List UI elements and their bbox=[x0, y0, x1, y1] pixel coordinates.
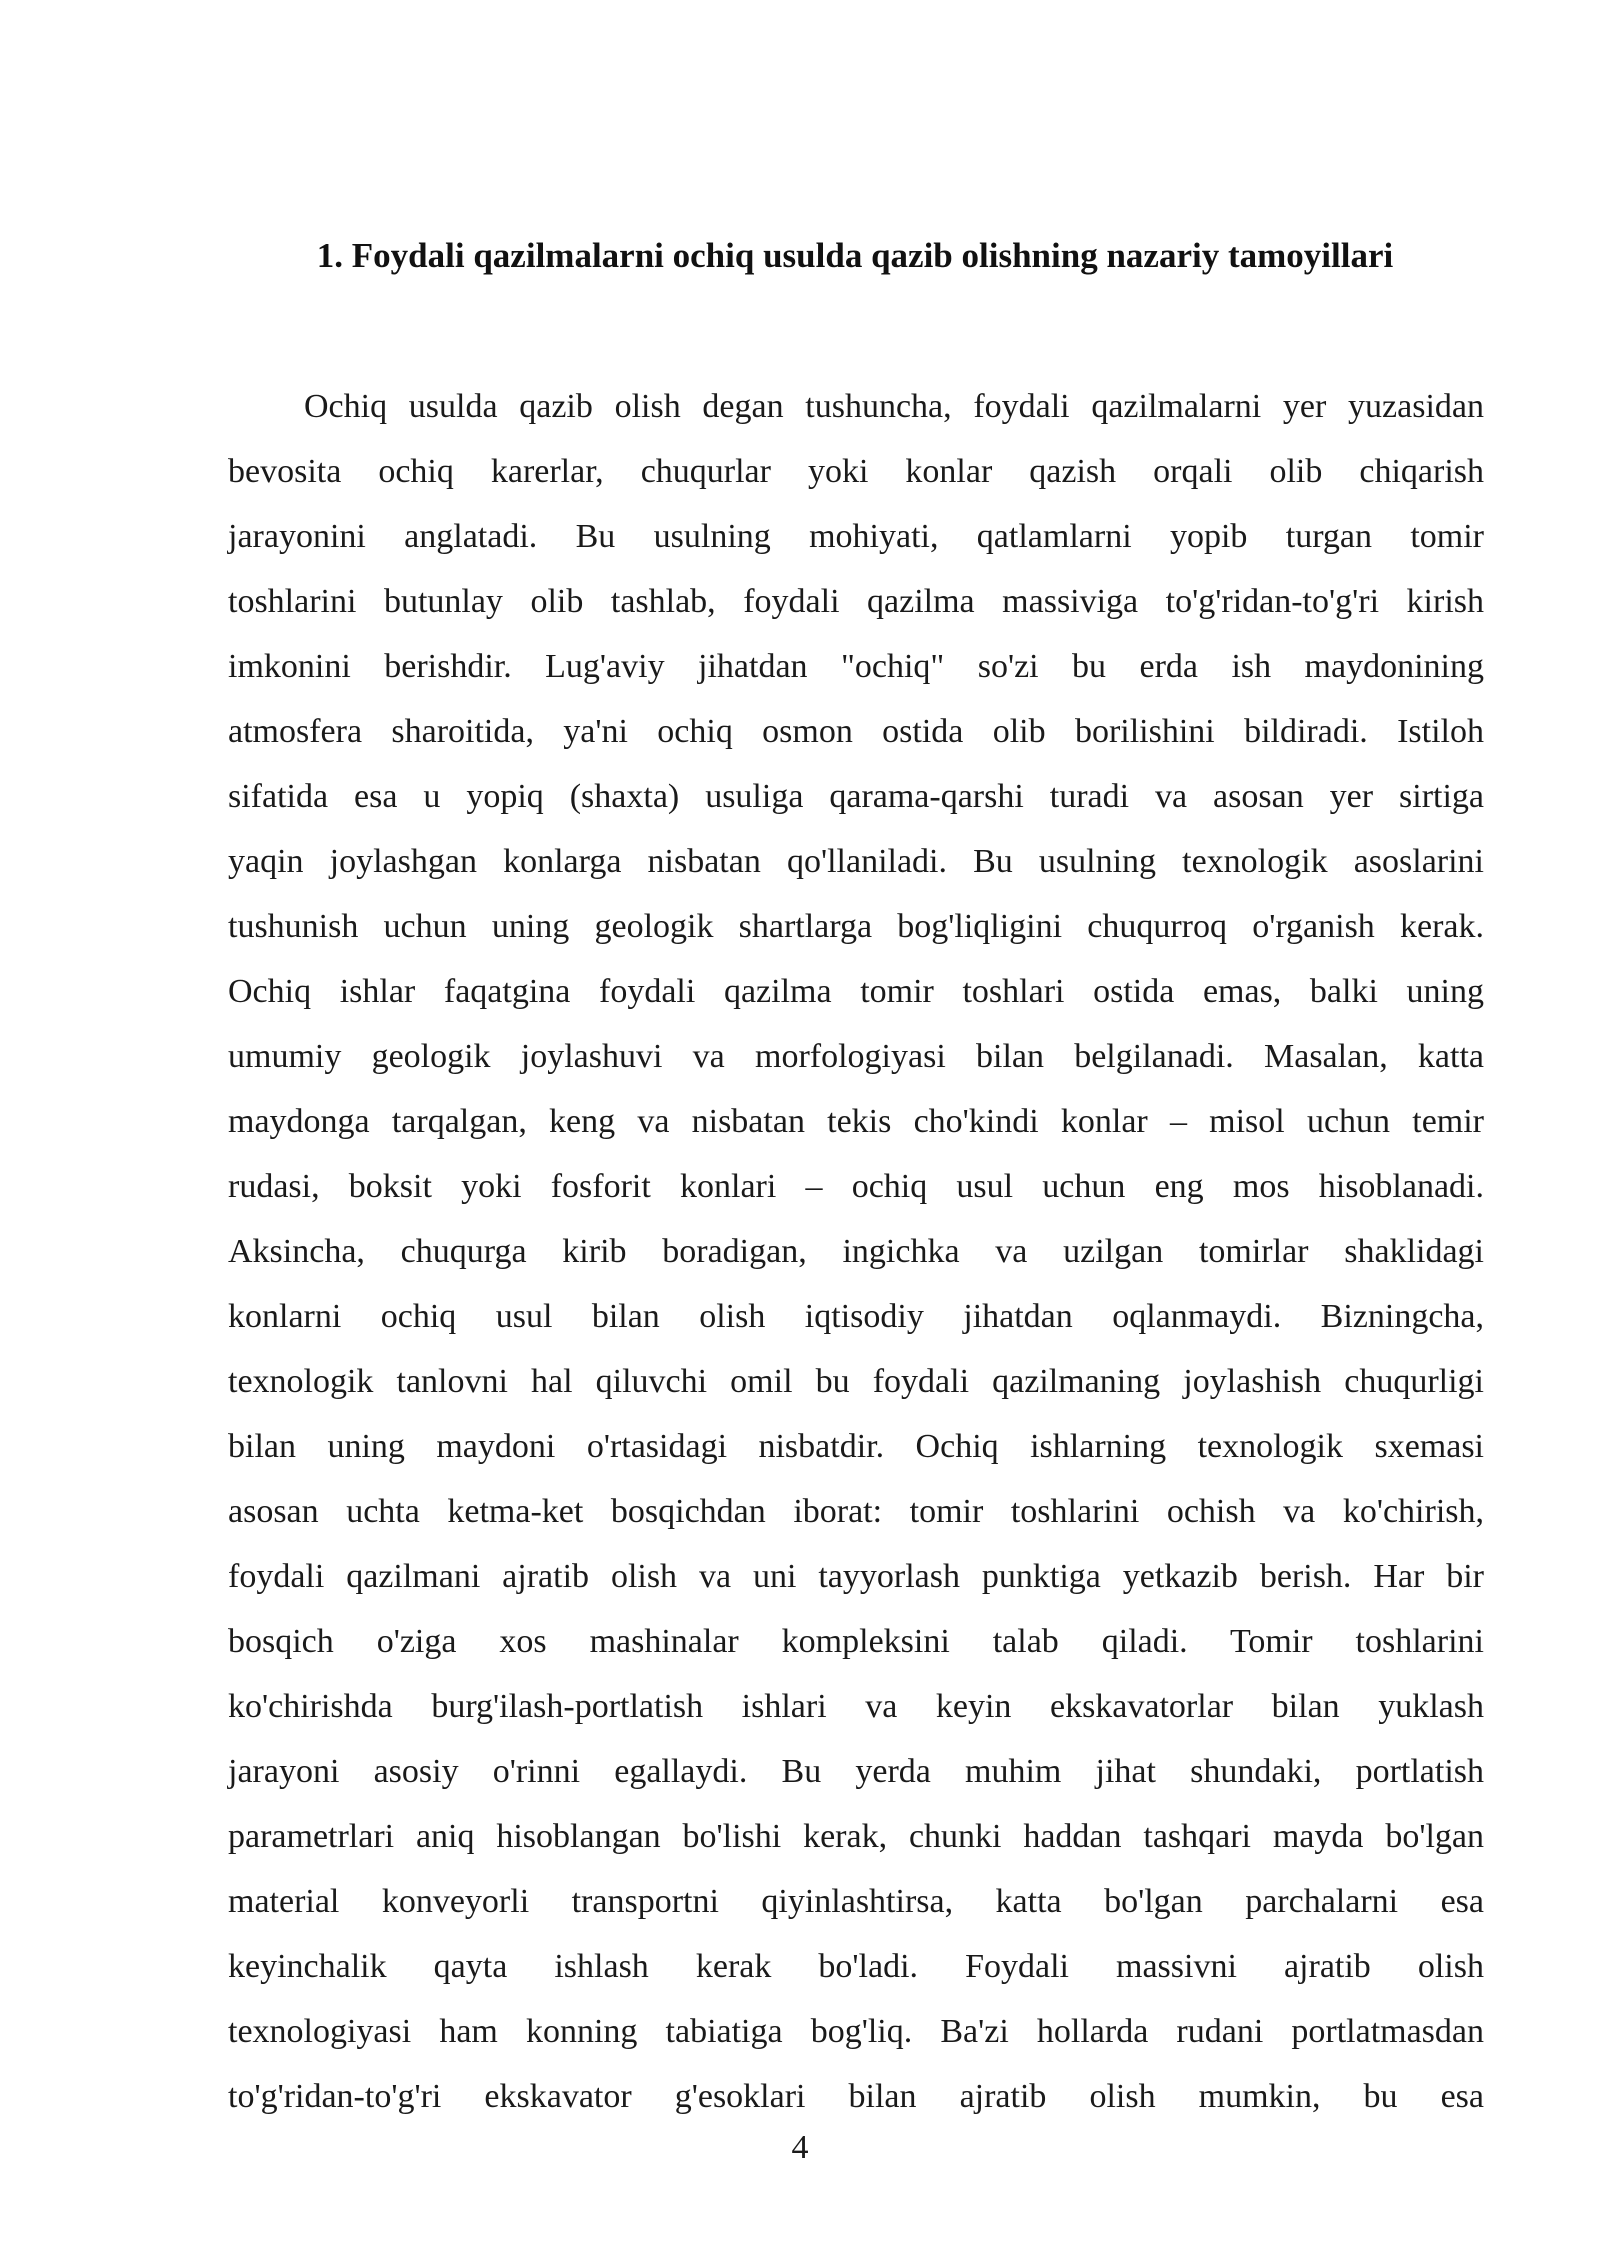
paragraph-line: bevosita ochiq karerlar, chuqurlar yoki konlar qazish orqali olib chiqarish bbox=[228, 453, 1484, 490]
paragraph-line: ko'chirishda burg'ilash-portlatish ishlari va keyin ekskavatorlar bilan yuklash bbox=[228, 1688, 1484, 1725]
paragraph-line: konlarni ochiq usul bilan olish iqtisodiy jihatdan oqlanmaydi. Bizningcha, bbox=[228, 1298, 1484, 1335]
paragraph-line: texnologiyasi ham konning tabiatiga bog'liq. Ba'zi hollarda rudani portlatmasdan bbox=[228, 2013, 1484, 2050]
paragraph-line: Ochiq usulda qazib olish degan tushuncha, foydali qazilmalarni yer yuzasidan bbox=[304, 388, 1484, 425]
paragraph-line: umumiy geologik joylashuvi va morfologiyasi bilan belgilanadi. Masalan, katta bbox=[228, 1038, 1484, 1075]
paragraph-line: Aksincha, chuqurga kirib boradigan, ingichka va uzilgan tomirlar shaklidagi bbox=[228, 1233, 1484, 1270]
paragraph-line: maydonga tarqalgan, keng va nisbatan tekis cho'kindi konlar – misol uchun temir bbox=[228, 1103, 1484, 1140]
paragraph-line: asosan uchta ketma-ket bosqichdan iborat: tomir toshlarini ochish va ko'chirish, bbox=[228, 1493, 1484, 1530]
page-number: 4 bbox=[791, 2129, 809, 2166]
paragraph-line: parametrlari aniq hisoblangan bo'lishi kerak, chunki haddan tashqari mayda bo'lgan bbox=[228, 1818, 1484, 1855]
paragraph-line: Ochiq ishlar faqatgina foydali qazilma tomir toshlari ostida emas, balki uning bbox=[228, 973, 1484, 1010]
paragraph-line: imkonini berishdir. Lug'aviy jihatdan "ochiq" so'zi bu erda ish maydonining bbox=[228, 648, 1484, 685]
paragraph-line: toshlarini butunlay olib tashlab, foydali qazilma massiviga to'g'ridan-to'g'ri kirish bbox=[228, 583, 1484, 620]
paragraph-line: bosqich o'ziga xos mashinalar kompleksini talab qiladi. Tomir toshlarini bbox=[228, 1623, 1484, 1660]
paragraph-line: to'g'ridan-to'g'ri ekskavator g'esoklari bilan ajratib olish mumkin, bu esa bbox=[228, 2078, 1484, 2115]
paragraph-line: sifatida esa u yopiq (shaxta) usuliga qarama-qarshi turadi va asosan yer sirtiga bbox=[228, 778, 1484, 815]
paragraph-line: atmosfera sharoitida, ya'ni ochiq osmon ostida olib borilishini bildiradi. Istiloh bbox=[228, 713, 1484, 750]
paragraph-line: keyinchalik qayta ishlash kerak bo'ladi. Foydali massivni ajratib olish bbox=[228, 1948, 1484, 1985]
paragraph-line: bilan uning maydoni o'rtasidagi nisbatdir. Ochiq ishlarning texnologik sxemasi bbox=[228, 1428, 1484, 1465]
paragraph-line: yaqin joylashgan konlarga nisbatan qo'llaniladi. Bu usulning texnologik asoslarini bbox=[228, 843, 1484, 880]
paragraph-line: rudasi, boksit yoki fosforit konlari – ochiq usul uchun eng mos hisoblanadi. bbox=[228, 1168, 1484, 1205]
paragraph-line: texnologik tanlovni hal qiluvchi omil bu foydali qazilmaning joylashish chuqurligi bbox=[228, 1363, 1484, 1400]
paragraph-line: material konveyorli transportni qiyinlashtirsa, katta bo'lgan parchalarni esa bbox=[228, 1883, 1484, 1920]
body-paragraph bbox=[228, 374, 1484, 2129]
paragraph-line: jarayoni asosiy o'rinni egallaydi. Bu yerda muhim jihat shundaki, portlatish bbox=[228, 1753, 1484, 1790]
paragraph-line: jarayonini anglatadi. Bu usulning mohiyati, qatlamlarni yopib turgan tomir bbox=[228, 518, 1484, 555]
paragraph-line: tushunish uchun uning geologik shartlarga bog'liqligini chuqurroq o'rganish kerak. bbox=[228, 908, 1484, 945]
section-heading: 1. Foydali qazilmalarni ochiq usulda qazib olishning nazariy tamoyillari bbox=[316, 236, 1394, 275]
paragraph-line: foydali qazilmani ajratib olish va uni tayyorlash punktiga yetkazib berish. Har bir bbox=[228, 1558, 1484, 1595]
